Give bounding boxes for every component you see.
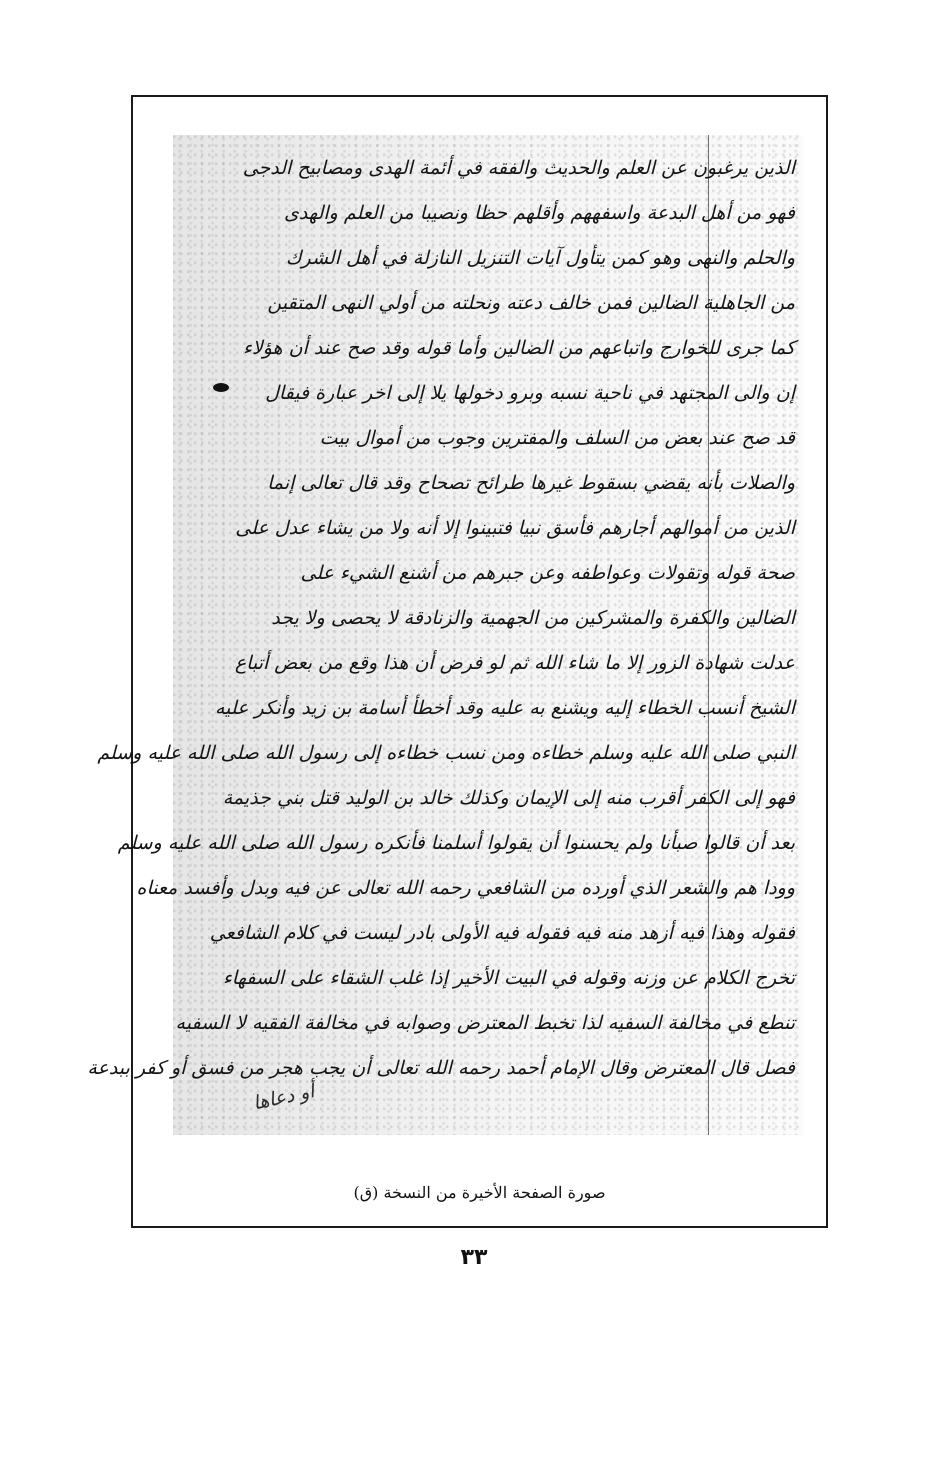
manuscript-line: الشيخ أنسب الخطاء إليه ويشنع به عليه وقد أخطأ أسامة بن زيد وأنكر عليه bbox=[214, 697, 795, 719]
manuscript-scan bbox=[87, 135, 803, 1135]
manuscript-line: والحلم والنهى وهو كمن يتأول آيات التنزيل النازلة في أهل الشرك bbox=[285, 247, 795, 269]
manuscript-line: قد صح عند بعض من السلف والمفترين وجوب من أموال بيت bbox=[319, 427, 795, 449]
manuscript-line: صحة قوله وتقولات وعواطفه وعن جبرهم من أشنع الشيء على bbox=[300, 562, 795, 584]
image-caption: صورة الصفحة الأخيرة من النسخة (ق) bbox=[353, 1183, 606, 1202]
manuscript-line: والصلات بأنه يقضي بسقوط غيرها طرائح تصحاح وقد قال تعالى إنما bbox=[267, 472, 795, 494]
manuscript-line: تنطع في مخالفة السفيه لذا تخبط المعترض وصوابه في مخالفة الفقيه لا السفيه bbox=[175, 1012, 795, 1034]
manuscript-line: الذين من أموالهم أجارهم فأسق نبيا فتبينوا إلا أنه ولا من يشاء عدل على bbox=[235, 517, 795, 539]
manuscript-line: فهو إلى الكفر أقرب منه إلى الإيمان وكذلك خالد بن الوليد قتل بني جذيمة bbox=[222, 787, 795, 809]
manuscript-line: تخرج الكلام عن وزنه وقوله في البيت الأخير إذا غلب الشقاء على السفهاء bbox=[222, 967, 795, 989]
manuscript-line: وودا هم والشعر الذي أورده من الشافعي رحمه الله تعالى عن فيه وبدل وأفسد معناه bbox=[136, 877, 795, 899]
manuscript-line: بعد أن قالوا صبأنا ولم يحسنوا أن يقولوا أسلمنا فأنكره رسول الله صلى الله عليه وسلم bbox=[117, 832, 795, 854]
page-number: ٣٣ bbox=[460, 1245, 488, 1270]
manuscript-text bbox=[87, 135, 803, 1135]
manuscript-line: النبي صلى الله عليه وسلم خطاءه ومن نسب خطاءه إلى رسول الله صلى الله عليه وسلم bbox=[97, 742, 795, 764]
manuscript-line: فهو من أهل البدعة واسفههم وأقلهم حظا ونصيبا من العلم والهدى bbox=[283, 202, 795, 224]
manuscript-line: من الجاهلية الضالين فمن خالف دعته ونحلته من أولي النهى المتقين bbox=[267, 292, 795, 314]
manuscript-trailing-note: أو دعاها bbox=[251, 1080, 317, 1115]
ink-blot bbox=[213, 383, 229, 392]
manuscript-line: إن والى المجتهد في ناحية نسبه وبرو دخولها يلا إلى اخر عبارة فيقال bbox=[265, 382, 795, 404]
manuscript-line: الضالين والكفرة والمشركين من الجهمية والزنادقة لا يحصى ولا يجد bbox=[271, 607, 795, 629]
manuscript-line: كما جرى للخوارج واتباعهم من الضالين وأما قوله وقد صح عند أن هؤلاء bbox=[242, 337, 795, 359]
manuscript-line: عدلت شهادة الزور إلا ما شاء الله ثم لو فرض أن هذا وقع من بعض أتباع bbox=[234, 652, 795, 674]
manuscript-frame bbox=[87, 95, 828, 1228]
manuscript-line: فقوله وهذا فيه أزهد منه فيه فقوله فيه الأولى بادر ليست في كلام الشافعي bbox=[209, 922, 795, 944]
manuscript-line: الذين يرغبون عن العلم والحديث والفقه في أئمة الهدى ومصابيح الدجى bbox=[242, 157, 795, 179]
manuscript-line: فصل قال المعترض وقال الإمام أحمد رحمه الله تعالى أن يجب هجر من فسق أو كفر ببدعة bbox=[87, 1057, 795, 1079]
